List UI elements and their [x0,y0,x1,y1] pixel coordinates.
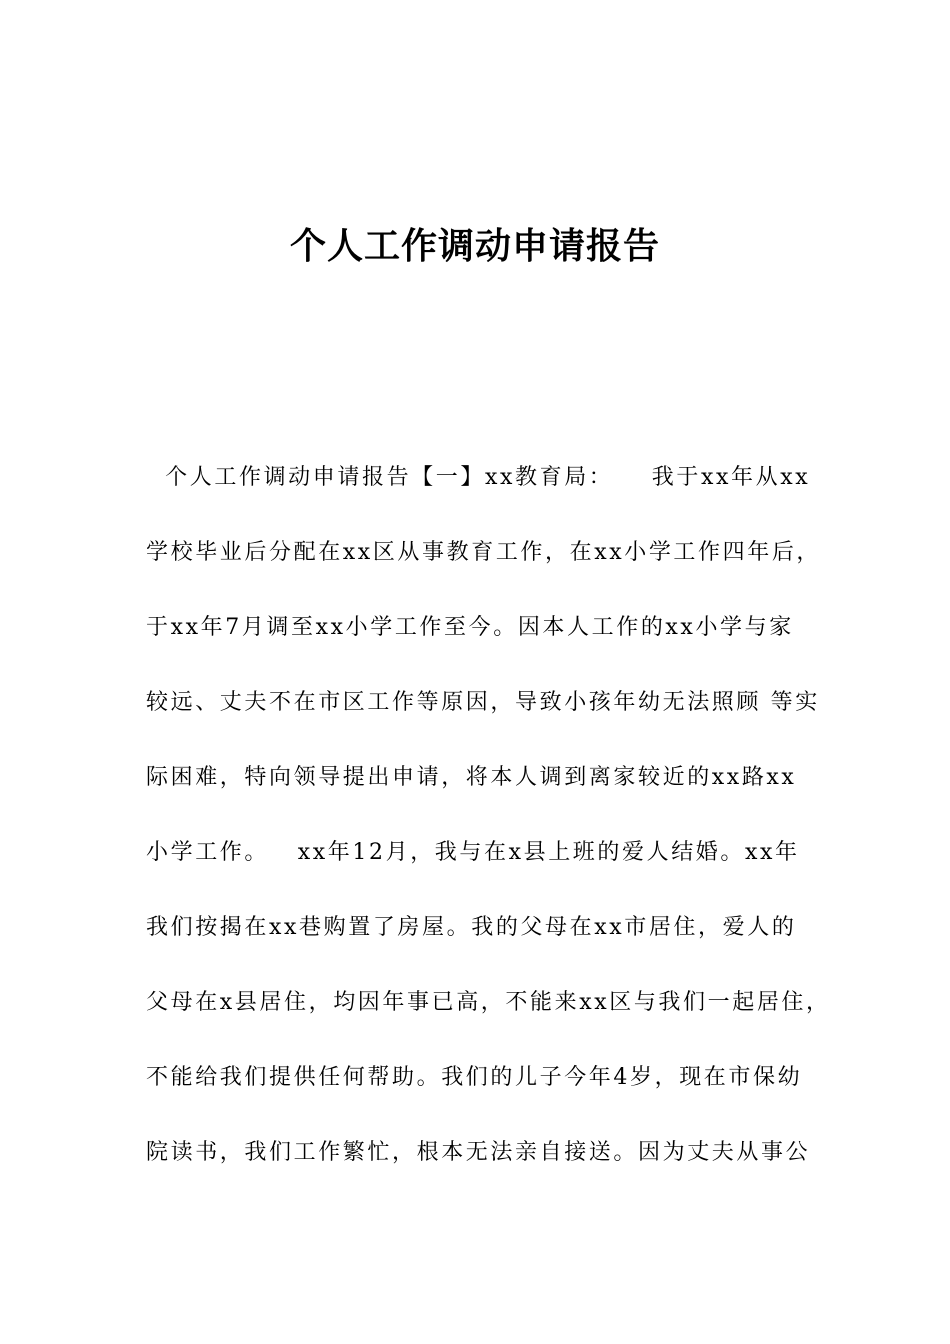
document-title: 个人工作调动申请报告 [289,226,660,267]
body-line: 于xx年7月调至xx小学工作至今。因本人工作的xx小学与家 [146,615,794,640]
body-line: 学校毕业后分配在xx区从事教育工作，在xx小学工作四年后， [146,540,822,565]
body-line: 父母在x县居住，均因年事已高，不能来xx区与我们一起居住， [146,990,831,1015]
body-line: 小学工作。 xx年12月，我与在x县上班的爱人结婚。xx年 [146,840,800,865]
body-line: 较远、丈夫不在市区工作等原因，导致小孩年幼无法照顾 等实 [146,690,820,715]
body-line: 个人工作调动申请报告【一】xx教育局： 我于xx年从xx [146,465,811,490]
body-line: 际困难，特向领导提出申请，将本人调到离家较近的xx路xx [146,765,797,790]
body-line: 院读书，我们工作繁忙，根本无法亲自接送。因为丈夫从事公 [146,1140,811,1165]
body-line: 我们按揭在xx巷购置了房屋。我的父母在xx市居住，爱人的 [146,915,797,940]
body-line: 不能给我们提供任何帮助。我们的儿子今年4岁，现在市保幼 [146,1065,803,1090]
document-body [146,458,831,1208]
